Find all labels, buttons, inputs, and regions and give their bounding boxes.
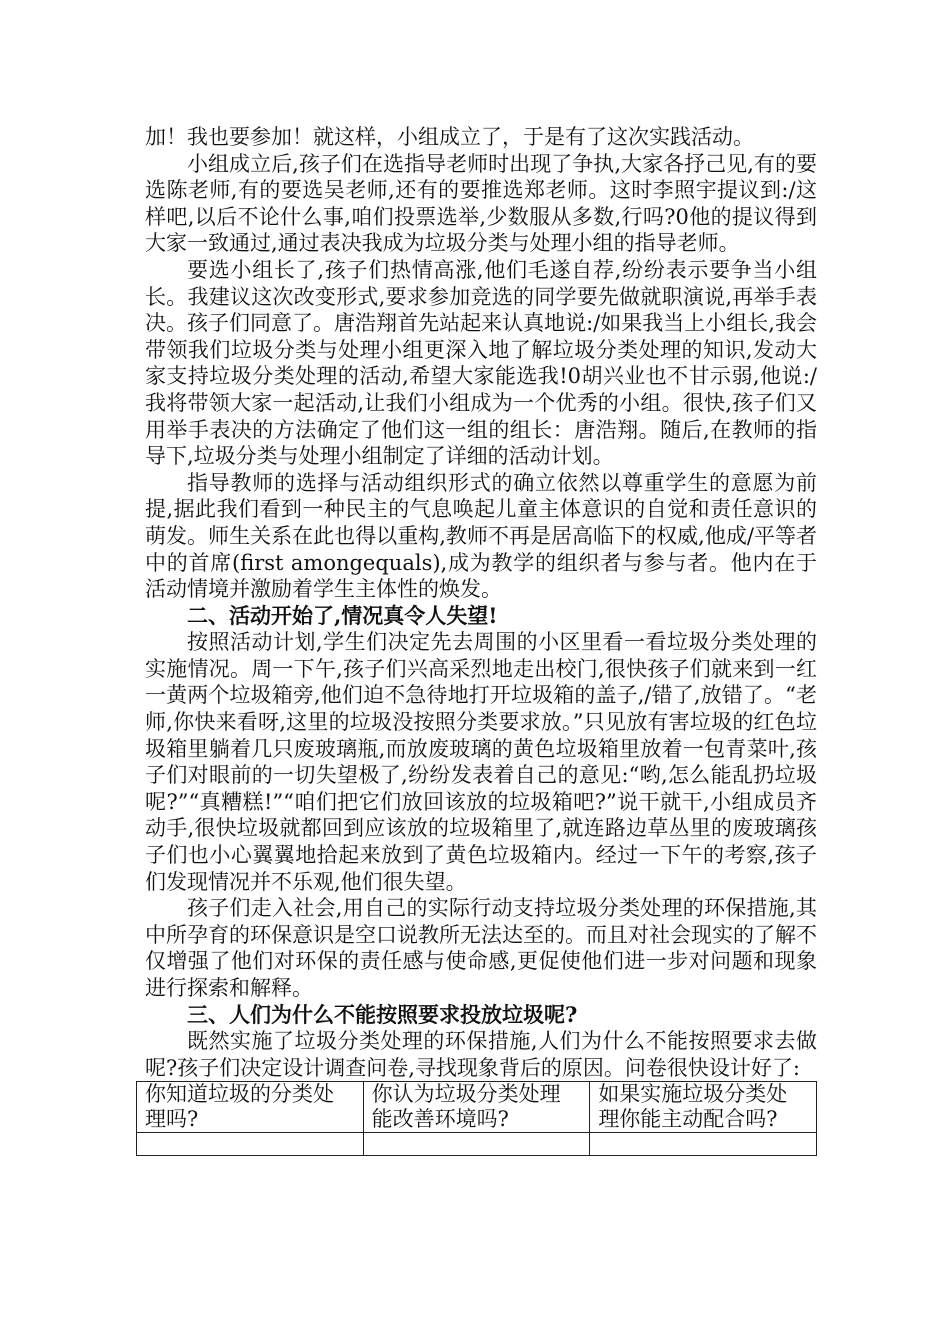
- paragraph: 指导教师的选择与活动组织形式的确立依然以尊重学生的意愿为前提,据此我们看到一种民主的气息唤起儿童主体意识的自觉和责任意识的萌发。师生关系在此也得以重构,教师不再是居高临下的权威,他成/平等者中的首席(first amongequals),成为教学的组织者与参与者。他内在于活动情境并激励着学生主体性的焕发。: [145, 470, 817, 602]
- paragraph: 既然实施了垃圾分类处理的环保措施,人们为什么不能按照要求去做呢?孩子们决定设计调查问卷,寻找现象背后的原因。问卷很快设计好了:: [145, 1029, 817, 1080]
- paragraph: 加！我也要参加！就这样，小组成立了，于是有了这次实践活动。: [145, 125, 754, 149]
- survey-answer-cell: [137, 1133, 364, 1156]
- survey-answer-cell: [590, 1133, 817, 1156]
- survey-table: [136, 1081, 817, 1156]
- survey-question-cell: 如果实施垃圾分类处理你能主动配合吗?: [590, 1082, 817, 1133]
- survey-question-cell: 你知道垃圾的分类处理吗?: [137, 1082, 364, 1133]
- survey-answer-row: [137, 1133, 817, 1156]
- section-heading: 三、人们为什么不能按照要求投放垃圾呢?: [187, 1001, 578, 1027]
- paragraph: 孩子们走入社会,用自己的实际行动支持垃圾分类处理的环保措施,其中所孕育的环保意识是空口说教所无法达至的。而且对社会现实的了解不仅增强了他们对环保的责任感与使命感,更促使他们进一步对问题和现象进行探索和解释。: [145, 896, 817, 1000]
- section-heading: 二、活动开始了,情况真令人失望!: [187, 602, 498, 628]
- paragraph: 要选小组长了,孩子们热情高涨,他们毛遂自荐,纷纷表示要争当小组长。我建议这次改变形式,要求参加竞选的同学要先做就职演说,再举手表决。孩子们同意了。唐浩翔首先站起来认真地说:/如果我当上小组长,我会带领我们垃圾分类与处理小组更深入地了解垃圾分类处理的知识,发动大家支持垃圾分类处理的活动,希望大家能选我!0胡兴业也不甘示弱,他说:/我将带领大家一起活动,让我们小组成为一个优秀的小组。很快,孩子们又用举手表决的方法确定了他们这一组的组长：唐浩翔。随后,在教师的指导下,垃圾分类与处理小组制定了详细的活动计划。: [145, 257, 817, 469]
- survey-question-cell: 你认为垃圾分类处理能改善环境吗?: [363, 1082, 590, 1133]
- survey-header-row: [137, 1082, 817, 1133]
- paragraph: 小组成立后,孩子们在选指导老师时出现了争执,大家各抒己见,有的要选陈老师,有的要选吴老师,还有的要推选郑老师。这时李照宇提议到:/这样吧,以后不论什么事,咱们投票选举,少数服从多数,行吗?0他的提议得到大家一致通过,通过表决我成为垃圾分类与处理小组的指导老师。: [145, 151, 817, 256]
- survey-answer-cell: [363, 1133, 590, 1156]
- document-body: [145, 124, 817, 1156]
- paragraph: 按照活动计划,学生们决定先去周围的小区里看一看垃圾分类处理的实施情况。周一下午,孩子们兴高采烈地走出校门,很快孩子们就来到一红一黄两个垃圾箱旁,他们迫不急待地打开垃圾箱的盖子,/错了,放错了。“老师,你快来看呀,这里的垃圾没按照分类要求放。”只见放有害垃圾的红色垃圾箱里躺着几只废玻璃瓶,而放废玻璃的黄色垃圾箱里放着一包青菜叶,孩子们对眼前的一切失望极了,纷纷发表着自己的意见:“哟,怎么能乱扔垃圾呢?”“真糟糕!”“咱们把它们放回该放的垃圾箱吧?”说干就干,小组成员齐动手,很快垃圾就都回到应该放的垃圾箱里了,就连路边草丛里的废玻璃孩子们也小心翼翼地拾起来放到了黄色垃圾箱内。经过一下午的考察,孩子们发现情况并不乐观,他们很失望。: [145, 630, 817, 894]
